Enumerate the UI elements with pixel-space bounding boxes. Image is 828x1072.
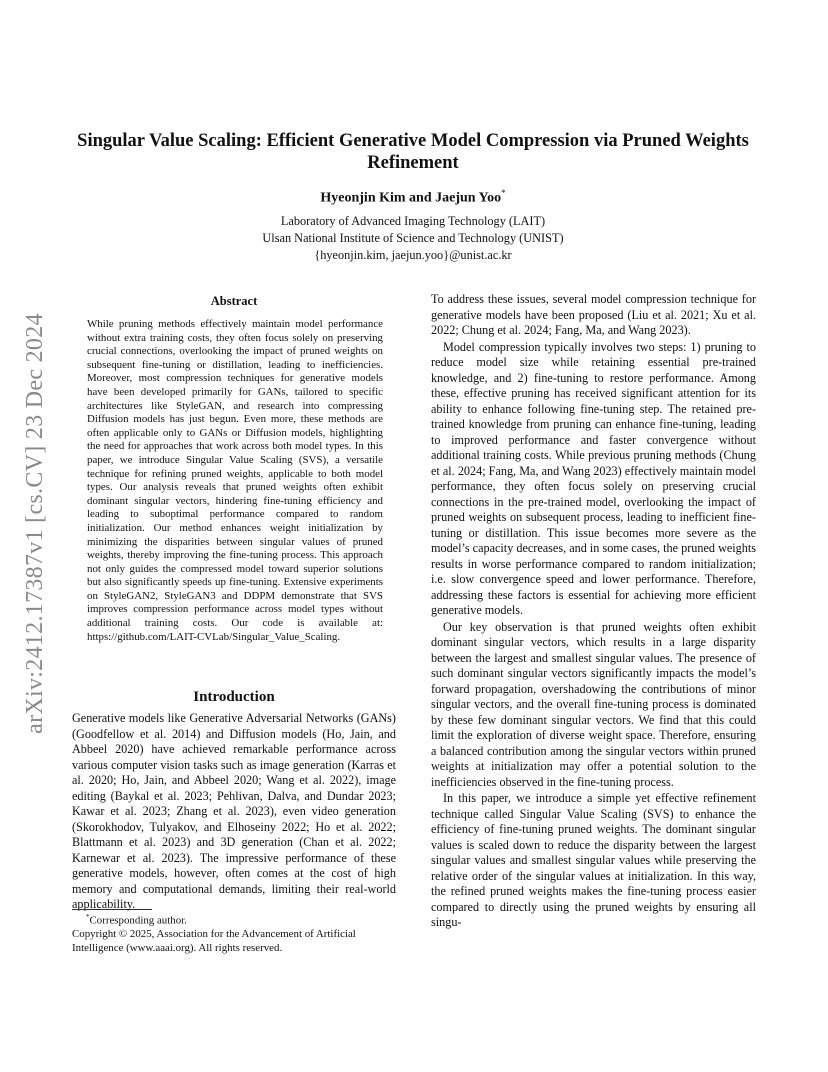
affiliation-institute: Ulsan National Institute of Science and Technology (UNIST)	[262, 231, 564, 245]
right-column	[431, 292, 756, 931]
arxiv-identifier: arXiv:2412.17387v1 [cs.CV] 23 Dec 2024	[21, 312, 48, 734]
copyright-notice: Copyright © 2025, Association for the Advancement of Artificial Intelligence (www.aaai.org). All rights reserved.	[72, 928, 356, 954]
affiliation-block	[60, 213, 766, 264]
corresponding-author-note	[72, 911, 396, 928]
introduction-paragraph: Generative models like Generative Adversarial Networks (GANs) (Goodfellow et al. 2014) and Diffusion models (Ho, Jain, and Abbeel 2020) have achieved remarkable performance across various computer vision tasks such as image generation (Karras et al. 2020; Ho, Jain, and Abbeel 2020; Wang et al. 2022), image editing (Baykal et al. 2023; Pehlivan, Dalva, and Dundar 2023; Kawar et al. 2023; Zhang et al. 2023), even video generation (Skorokhodov, Tulyakov, and Elhoseiny 2022; Ho et al. 2022; Blattmann et al. 2023) and 3D generation (Chan et al. 2022; Karnewar et al. 2023). The impressive performance of these generative models, however, often comes at the cost of high memory and computational demands, limiting their real-world applicability.	[72, 711, 396, 911]
corresponding-mark: *	[86, 913, 90, 921]
footnote-block	[72, 911, 396, 955]
introduction-text	[72, 711, 396, 913]
right-paragraph-1: To address these issues, several model compression technique for generative models have been proposed (Liu et al. 2021; Xu et al. 2022; Chung et al. 2024; Fang, Ma, and Wang 2023).	[431, 292, 756, 337]
affiliation-lab: Laboratory of Advanced Imaging Technology (LAIT)	[280, 214, 546, 228]
author-line	[60, 188, 766, 207]
right-paragraph-2: Model compression typically involves two steps: 1) pruning to reduce model size while retaining essential pre-trained knowledge, and 2) fine-tuning to restore performance. Among these, effective pruning has received significant attention for its ability to enhance following fine-tuning step. The retained pre-trained knowledge from pruning can enhance fine-tuning, leading to improved performance and faster convergence without additional training costs. While previous pruning methods (Chung et al. 2024; Fang, Ma, and Wang 2023) effectively maintain model performance, they often focus solely on preserving crucial connections in the pre-trained model, overlooking the impact of pruned weights on subsequent process, leading to inefficient fine-tuning or distillation. This issue becomes more severe as the model’s capacity decreases, and in some cases, the pruned weights results in worse performance compared to random initialization; i.e. slow convergence speed and lower performance. Therefore, addressing these factors is essential for achieving more efficient generative models.	[431, 339, 756, 617]
author-footnote-mark: *	[501, 188, 506, 198]
right-paragraph-4: In this paper, we introduce a simple yet effective refinement technique called Singular Value Scaling (SVS) to enhance the efficiency of fine-tuning pruned weights. The dominant singular values is scaled down to reduce the disparity between the largest singular values and smallest singular values while preserving the relative order of the singular values at initialization. In this way, the refined pruned weights makes the fine-tuning process easier compared to directly using the pruned weights by ensuring all singu-	[431, 791, 756, 929]
corresponding-author-text: Corresponding author.	[89, 914, 187, 927]
paper-title: Singular Value Scaling: Efficient Generative Model Compression via Pruned Weights Refinement	[77, 131, 749, 173]
abstract-text: While pruning methods effectively maintain model performance without extra training costs, they often focus solely on preserving crucial connections, overlooking the impact of pruned weights on subsequent fine-tuning or distillation, leading to inefficiencies. Moreover, most compression techniques for generative models have been developed primarily for GANs, tailored to specific architectures like StyleGAN, and research into compressing Diffusion models has just begun. Even more, these methods are often applicable only to GANs or Diffusion models, highlighting the need for approaches that work across both model types. In this paper, we introduce Singular Value Scaling (SVS), a versatile technique for refining pruned weights, applicable to both model types. Our analysis reveals that pruned weights often exhibit dominant singular vectors, hindering fine-tuning efficiency and leading to suboptimal performance compared to random initialization. Our method enhances weight initialization by minimizing the disparities between singular values of pruned weights, thereby improving the fine-tuning process. This approach not only guides the compressed model toward superior solutions but also significantly speeds up fine-tuning. Extensive experiments on StyleGAN2, StyleGAN3 and DDPM demonstrate that SVS improves compression performance across model types without additional training costs. Our code is available at: https://github.com/LAIT-CVLab/Singular_Value_Scaling.	[87, 318, 383, 643]
abstract-heading: Abstract	[210, 294, 258, 308]
right-paragraph-3: Our key observation is that pruned weights often exhibit dominant singular vectors, which results in a large disparity between the largest and smallest singular values. The presence of such dominant singular vectors significantly impacts the model’s forward propagation, overshadowing the contributions of minor singular vectors, and the overall fine-tuning process is dominated by these few dominant singular vectors. We find that this could limit the exploration of diverse weight space. Therefore, ensuring a balanced contribution among the singular vectors within pruned weights at initialization may offer a potential solution to the inefficiencies observed in the fine-tuning process.	[431, 619, 756, 789]
footnote-divider	[72, 909, 152, 910]
author-names: Hyeonjin Kim and Jaejun Yoo	[320, 190, 502, 206]
affiliation-emails: {hyeonjin.kim, jaejun.yoo}@unist.ac.kr	[314, 248, 512, 262]
introduction-heading: Introduction	[193, 689, 275, 705]
arxiv-identifier-sidebar	[18, 283, 52, 763]
